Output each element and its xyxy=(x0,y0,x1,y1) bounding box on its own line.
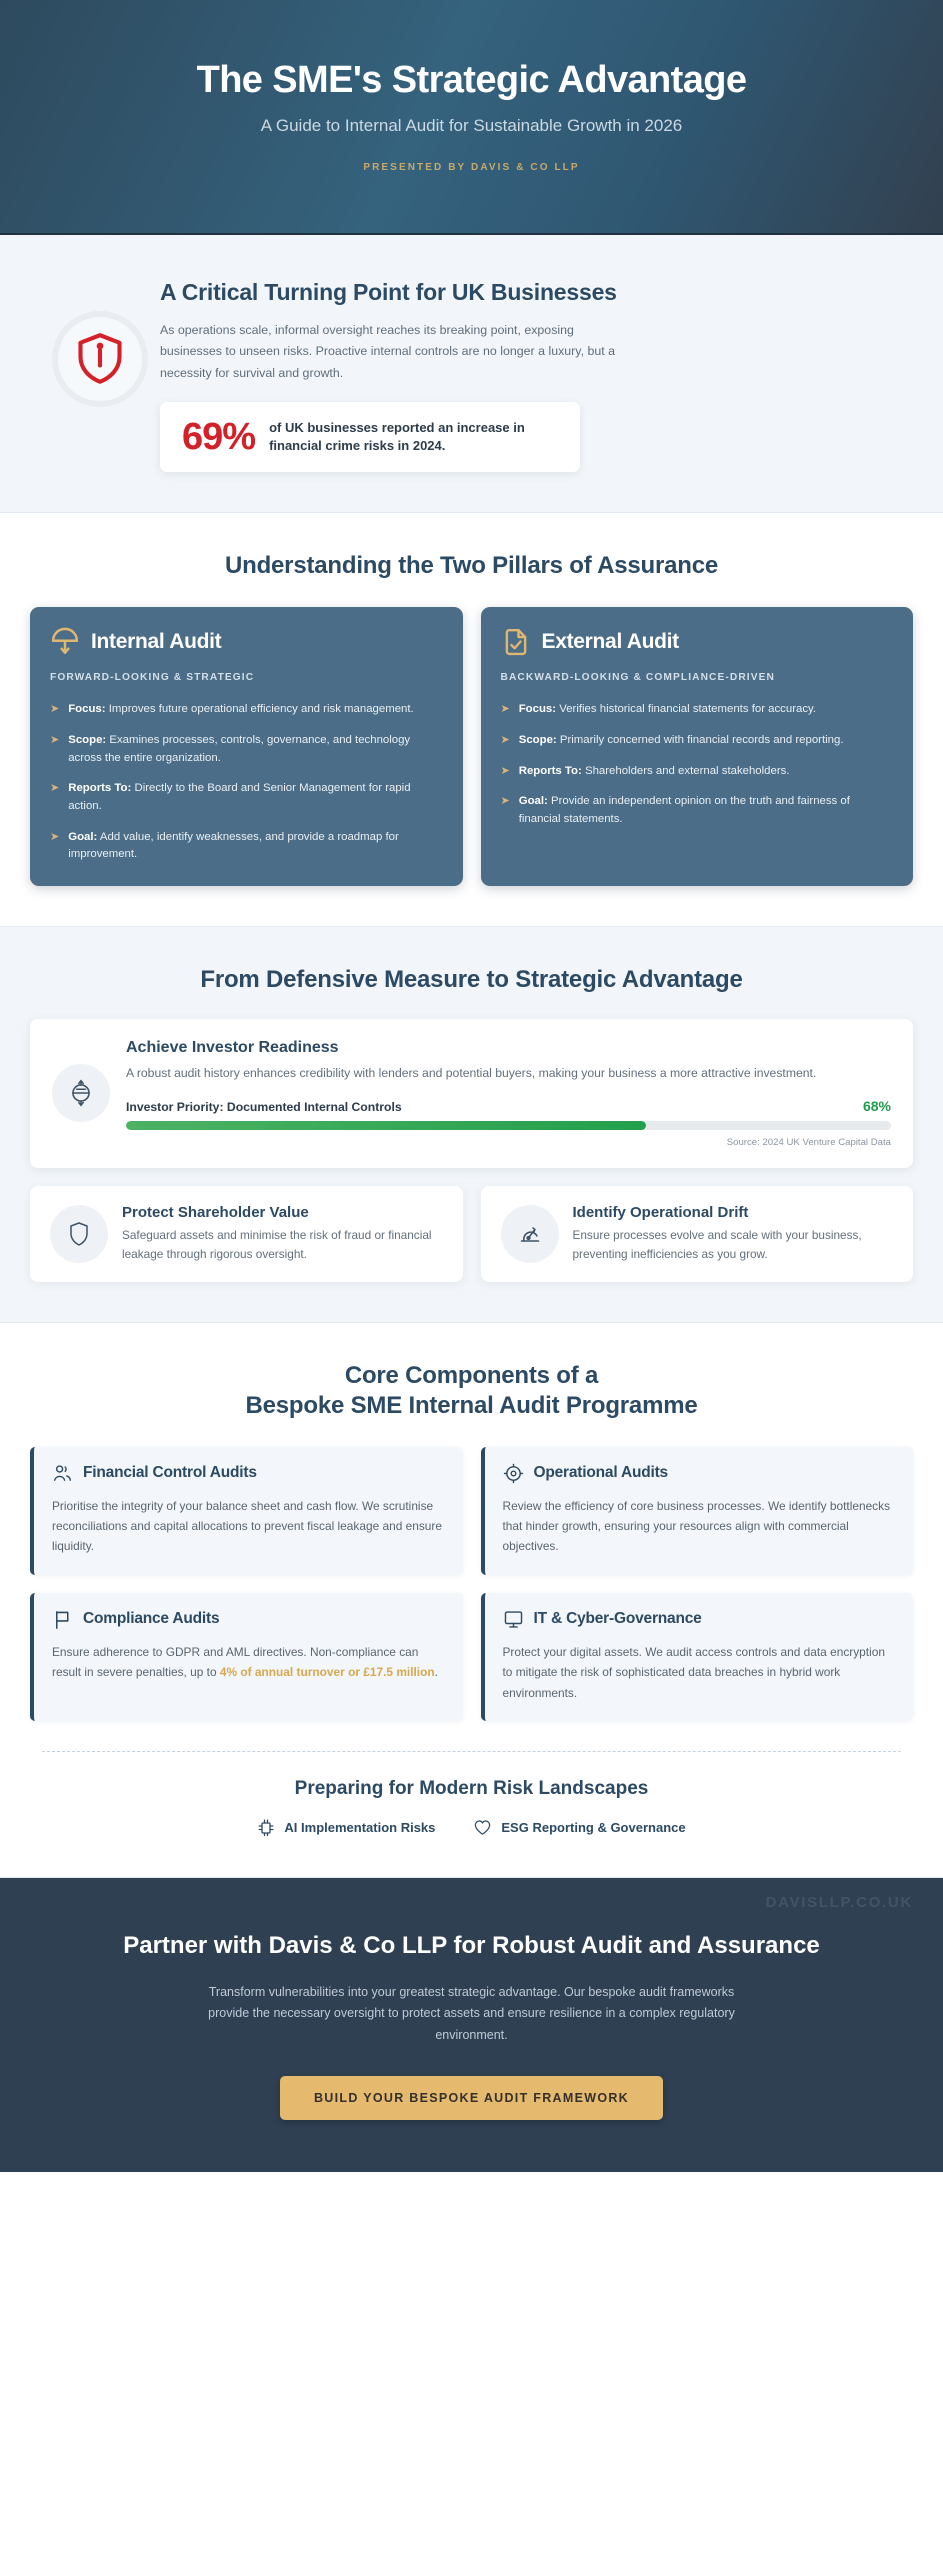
pillar-list-item xyxy=(50,732,443,767)
bullet-arrow-icon: ➤ xyxy=(500,703,510,716)
drift-gauge-icon xyxy=(518,1222,542,1246)
drift-gauge-icon-wrap xyxy=(501,1205,559,1263)
investor-readiness-card xyxy=(30,1019,913,1168)
prep-items-row xyxy=(30,1818,913,1837)
mini-cards-row xyxy=(30,1186,913,1282)
pillar-item-body: Verifies historical financial statements for accuracy. xyxy=(559,703,817,716)
pillar-item-text xyxy=(519,701,816,719)
pillar-list-item xyxy=(501,701,894,719)
advantage-heading: From Defensive Measure to Strategic Advantage xyxy=(200,965,743,993)
shield-alert-badge xyxy=(52,311,148,407)
bullet-arrow-icon: ➤ xyxy=(50,830,60,843)
components-heading-line1: Core Components of a xyxy=(344,1361,599,1389)
components-grid xyxy=(30,1447,913,1722)
pillar-item-body: Shareholders and external stakeholders. xyxy=(584,764,790,777)
pillar-item-label: Reports To: xyxy=(518,764,582,777)
prep-title: Preparing for Modern Risk Landscapes xyxy=(294,1778,649,1800)
footer-description: Transform vulnerabilities into your greatest strategic advantage. Our bespoke audit frameworks provide the necessary oversight to protect assets and ensure resilience in a complex regulatory environment. xyxy=(208,1984,735,2042)
pillar-name: External Audit xyxy=(541,629,679,653)
pillar-card-external-audit xyxy=(481,607,914,886)
shield-icon xyxy=(68,1221,90,1247)
component-desc-text: Ensure adherence to GDPR and AML directives. Non-compliance can result in severe penalties, up to xyxy=(52,1644,419,1680)
strategic-advantage-section xyxy=(0,927,943,1323)
components-heading-line2: Bespoke SME Internal Audit Programme xyxy=(245,1391,698,1419)
component-title: Financial Control Audits xyxy=(83,1464,257,1481)
progress-bar-track xyxy=(126,1121,891,1130)
pillar-item-body: Improves future operational efficiency and risk management. xyxy=(108,703,414,716)
component-description xyxy=(52,1496,445,1557)
document-check-icon xyxy=(501,627,531,657)
component-card-operational-audits xyxy=(481,1447,914,1575)
pillar-list-item xyxy=(501,793,894,828)
pillars-container xyxy=(30,607,913,886)
component-desc-text: Prioritise the integrity of your balance sheet and cash flow. We scrutinise reconciliations and capital allocations to prevent fiscal leakage and ensure liquidity. xyxy=(52,1498,442,1554)
pillar-item-text xyxy=(68,780,442,815)
pillar-item-label: Goal: xyxy=(68,830,98,843)
pillar-item-body: Examines processes, controls, governance, and technology across the entire organization. xyxy=(68,733,411,764)
prep-item-esg xyxy=(473,1818,685,1837)
pillar-item-body: Directly to the Board and Senior Management for rapid action. xyxy=(68,782,411,812)
prep-item-ai xyxy=(257,1818,435,1837)
compass-icon xyxy=(68,1078,94,1108)
pillar-item-text xyxy=(68,732,442,767)
pillar-tagline: BACKWARD-LOOKING & COMPLIANCE-DRIVEN xyxy=(500,671,775,683)
users-icon xyxy=(52,1463,73,1484)
pillar-item-body: Add value, identify weaknesses, and provide a roadmap for improvement. xyxy=(68,830,399,861)
prep-item-ai-label: AI Implementation Risks xyxy=(284,1820,436,1836)
core-components-section xyxy=(0,1323,943,1879)
pillar-list-item xyxy=(501,763,894,781)
protect-shareholder-value-title: Protect Shareholder Value xyxy=(122,1203,309,1221)
component-card-compliance-audits xyxy=(30,1593,463,1721)
bullet-arrow-icon: ➤ xyxy=(50,782,60,795)
pillar-list-item xyxy=(50,701,443,719)
component-description xyxy=(52,1642,445,1683)
identify-operational-drift-card xyxy=(481,1186,914,1282)
pillar-item-text xyxy=(519,793,893,828)
component-desc-tail: . xyxy=(434,1665,438,1680)
hero-header xyxy=(0,0,943,235)
component-description xyxy=(503,1642,896,1703)
component-card-financial-control-audits xyxy=(30,1447,463,1575)
footer-cta-section xyxy=(0,1878,943,2172)
pillar-card-internal-audit xyxy=(30,607,463,886)
bullet-arrow-icon: ➤ xyxy=(50,703,60,716)
pillar-name: Internal Audit xyxy=(91,629,222,653)
investor-readiness-desc: A robust audit history enhances credibility with lenders and potential buyers, making your business a more attractive investment. xyxy=(126,1065,817,1080)
critical-turning-point-section xyxy=(0,235,943,513)
protect-shareholder-value-desc: Safeguard assets and minimise the risk of fraud or financial leakage through rigorous oversight. xyxy=(122,1227,432,1261)
pillar-tagline: FORWARD-LOOKING & STRATEGIC xyxy=(50,671,255,683)
pillar-list-item xyxy=(50,780,443,815)
component-desc-text: Review the efficiency of core business processes. We identify bottlenecks that hinder growth, ensuring your resources align with commercial objectives. xyxy=(502,1498,891,1554)
pillar-item-label: Scope: xyxy=(68,733,107,746)
investor-readiness-title: Achieve Investor Readiness xyxy=(126,1038,339,1056)
build-audit-framework-button[interactable]: BUILD YOUR BESPOKE AUDIT FRAMEWORK xyxy=(280,2076,663,2120)
pillar-item-label: Focus: xyxy=(518,703,557,716)
component-card-it-cyber-governance xyxy=(481,1593,914,1721)
component-title: IT & Cyber-Governance xyxy=(533,1610,702,1628)
progress-bar-label: Investor Priority: Documented Internal Controls xyxy=(126,1099,402,1114)
bullet-arrow-icon: ➤ xyxy=(500,764,510,777)
flag-icon xyxy=(52,1609,73,1630)
shield-alert-icon xyxy=(74,330,126,388)
pillar-item-text xyxy=(68,829,442,864)
pillar-list-item xyxy=(50,829,443,864)
identify-operational-drift-title: Identify Operational Drift xyxy=(572,1203,749,1221)
page-title: The SME's Strategic Advantage xyxy=(196,59,747,102)
bullet-arrow-icon: ➤ xyxy=(50,733,60,746)
two-pillars-section xyxy=(0,513,943,927)
pillar-item-label: Goal: xyxy=(518,795,548,808)
pillar-item-text xyxy=(519,763,790,781)
ai-chip-icon xyxy=(257,1818,275,1837)
pillar-item-label: Scope: xyxy=(518,733,557,746)
component-title: Operational Audits xyxy=(533,1464,668,1481)
component-desc-highlight: 4% of annual turnover or £17.5 million xyxy=(219,1665,435,1680)
progress-bar-fill xyxy=(126,1121,646,1130)
pillar-item-body: Primarily concerned with financial records and reporting. xyxy=(559,733,844,746)
presented-by-label: PRESENTED BY DAVIS & CO LLP xyxy=(363,161,580,173)
footer-watermark: DAVISLLP.CO.UK xyxy=(765,1894,913,1912)
footer-title: Partner with Davis & Co LLP for Robust Audit and Assurance xyxy=(123,1932,820,1960)
pillar-item-text xyxy=(519,732,844,750)
protect-shareholder-value-card xyxy=(30,1186,463,1282)
pillars-heading: Understanding the Two Pillars of Assurance xyxy=(224,551,719,579)
bullet-arrow-icon: ➤ xyxy=(500,733,510,746)
identify-operational-drift-desc: Ensure processes evolve and scale with your business, preventing inefficiencies as you grow. xyxy=(572,1227,862,1261)
bullet-arrow-icon: ➤ xyxy=(500,795,510,808)
prep-item-esg-label: ESG Reporting & Governance xyxy=(501,1820,686,1836)
target-icon xyxy=(503,1463,524,1484)
pillar-item-label: Focus: xyxy=(68,703,106,716)
component-desc-text: Protect your digital assets. We audit access controls and data encryption to mitigate the risk of sophisticated data breaches in hybrid work environments. xyxy=(502,1644,885,1700)
page-subtitle: A Guide to Internal Audit for Sustainable Growth in 2026 xyxy=(260,115,683,135)
pillar-list-item xyxy=(501,732,894,750)
stat-description: of UK businesses reported an increase in financial crime risks in 2024. xyxy=(269,419,525,453)
critical-paragraph: As operations scale, informal oversight reaches its breaking point, exposing businesses to unseen risks. Proactive internal controls are no longer a luxury, but a necessity for survival and growth. xyxy=(160,323,616,380)
progress-bar-source: Source: 2024 UK Venture Capital Data xyxy=(726,1136,891,1148)
stat-value: 69% xyxy=(182,415,256,458)
pillar-item-text xyxy=(68,701,413,719)
component-description xyxy=(503,1496,896,1557)
stat-card xyxy=(160,402,580,472)
component-title: Compliance Audits xyxy=(83,1610,220,1628)
section-divider xyxy=(42,1751,901,1752)
pillar-item-body: Provide an independent opinion on the truth and fairness of financial statements. xyxy=(518,795,850,825)
compass-icon-wrap xyxy=(52,1064,110,1122)
umbrella-down-arrow-icon xyxy=(50,627,80,657)
critical-title: A Critical Turning Point for UK Businesses xyxy=(160,279,617,305)
pillar-item-label: Reports To: xyxy=(68,782,132,795)
monitor-icon xyxy=(503,1609,524,1630)
heart-icon xyxy=(473,1818,492,1837)
progress-bar-value: 68% xyxy=(862,1097,891,1114)
shield-icon-wrap xyxy=(50,1205,108,1263)
